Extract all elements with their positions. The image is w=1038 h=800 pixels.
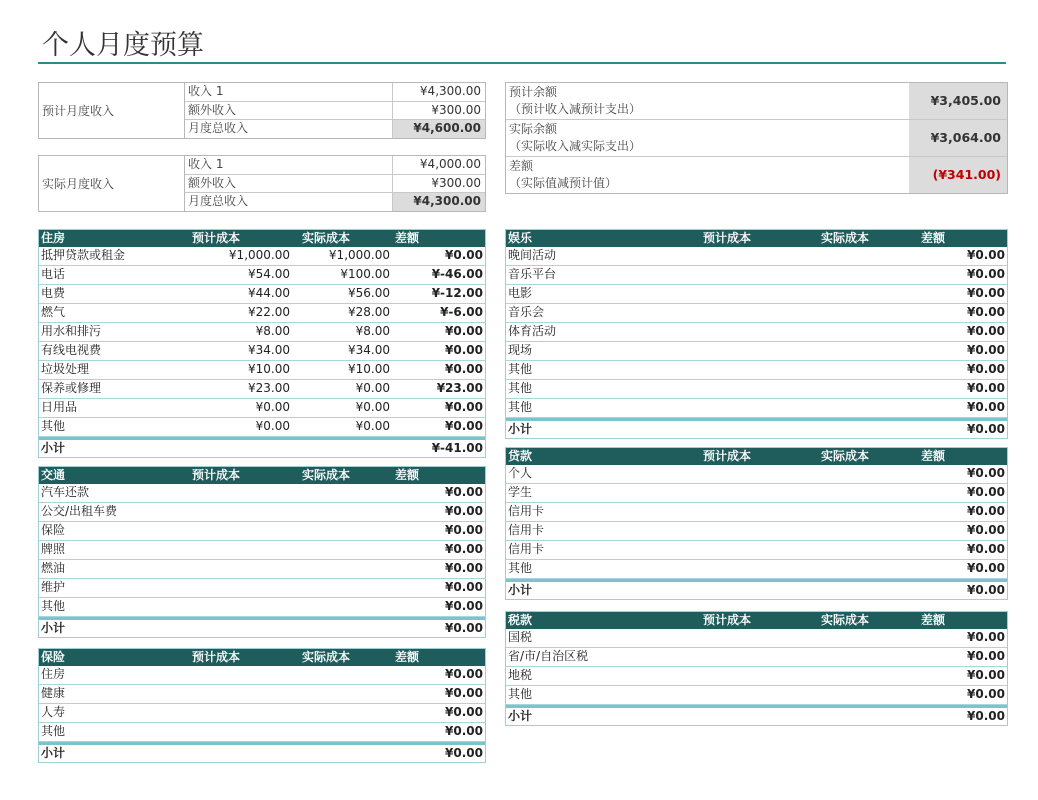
table-header: [506, 230, 1007, 247]
table-row: [39, 541, 485, 560]
expense-name[interactable]: 晚间活动: [508, 248, 557, 262]
difference-cell: ¥0.00: [967, 381, 1005, 395]
table-row: [506, 629, 1007, 648]
table-row: [39, 484, 485, 503]
actual-cost-cell[interactable]: ¥0.00: [355, 419, 390, 433]
subtotal-difference: ¥-41.00: [431, 441, 483, 455]
expense-name[interactable]: 信用卡: [508, 523, 545, 537]
table-row: [39, 522, 485, 541]
expense-name[interactable]: 燃油: [41, 561, 66, 575]
difference-cell: ¥0.00: [967, 286, 1005, 300]
expense-name[interactable]: 健康: [41, 686, 66, 700]
expense-name[interactable]: 信用卡: [508, 504, 545, 518]
expense-name[interactable]: 其他: [41, 599, 66, 613]
entertainment-table: [505, 229, 1008, 439]
expense-name[interactable]: 地税: [508, 668, 533, 682]
projected-cost-header: 预计成本: [703, 231, 752, 245]
subtotal-label: 小计: [41, 441, 66, 455]
insurance-table: [38, 648, 486, 763]
table-row: [506, 247, 1007, 266]
difference-header: 差额: [921, 613, 946, 627]
table-row: [506, 686, 1007, 705]
subtotal-difference: ¥0.00: [445, 621, 483, 635]
table-row: [506, 522, 1007, 541]
actual-cost-cell[interactable]: [290, 723, 393, 741]
projected-cost-cell[interactable]: ¥23.00: [248, 381, 290, 395]
table-row: [39, 418, 485, 437]
actual-cost-cell[interactable]: [819, 361, 919, 379]
projected-cost-cell[interactable]: [701, 503, 819, 521]
projected-cost-cell[interactable]: [701, 323, 819, 341]
projected-cost-cell[interactable]: ¥0.00: [255, 419, 290, 433]
balance-summary: [505, 82, 1008, 194]
income-name[interactable]: 收入 1: [185, 156, 393, 174]
actual-cost-header: 实际成本: [302, 468, 351, 482]
projected-cost-cell[interactable]: [701, 361, 819, 379]
actual-cost-cell[interactable]: [819, 541, 919, 559]
difference-cell: ¥0.00: [445, 400, 483, 414]
actual-cost-cell[interactable]: [819, 648, 919, 666]
actual-cost-cell[interactable]: [819, 285, 919, 303]
actual-cost-cell[interactable]: [819, 266, 919, 284]
table-row: [506, 285, 1007, 304]
projected-cost-cell[interactable]: [176, 503, 290, 521]
balance-title: 预计余额: [509, 85, 558, 99]
actual-cost-cell[interactable]: [290, 598, 393, 616]
projected-cost-cell[interactable]: ¥34.00: [248, 343, 290, 357]
table-row: [506, 323, 1007, 342]
category-header: 住房: [41, 231, 66, 245]
table-row: [39, 598, 485, 617]
difference-cell: ¥0.00: [445, 561, 483, 575]
difference-header: 差额: [395, 231, 420, 245]
table-row: [506, 380, 1007, 399]
expense-name[interactable]: 信用卡: [508, 542, 545, 556]
difference-header: 差额: [921, 449, 946, 463]
projected-cost-cell[interactable]: ¥0.00: [255, 400, 290, 414]
projected-cost-cell[interactable]: [701, 399, 819, 417]
actual-cost-header: 实际成本: [821, 613, 870, 627]
difference-cell: ¥0.00: [967, 267, 1005, 281]
table-row: [506, 361, 1007, 380]
projected-cost-header: 预计成本: [703, 613, 752, 627]
projected-cost-cell[interactable]: [176, 685, 290, 703]
actual-cost-cell[interactable]: ¥0.00: [355, 381, 390, 395]
expense-name[interactable]: 保险: [41, 523, 66, 537]
expense-name[interactable]: 垃圾处理: [41, 362, 90, 376]
projected-income-label: 预计月度收入: [39, 83, 185, 138]
actual-cost-cell[interactable]: [819, 465, 919, 483]
difference-cell: ¥0.00: [967, 362, 1005, 376]
income-total-value: ¥4,300.00: [393, 193, 485, 211]
difference-cell: ¥0.00: [967, 649, 1005, 663]
income-name: 月度总收入: [185, 120, 393, 138]
projected-cost-cell[interactable]: [701, 541, 819, 559]
difference-cell: ¥0.00: [967, 466, 1005, 480]
expense-name[interactable]: 其他: [508, 362, 533, 376]
title-rule: [38, 62, 1006, 64]
actual-cost-cell[interactable]: ¥0.00: [355, 400, 390, 414]
table-row: [506, 648, 1007, 667]
actual-cost-cell[interactable]: ¥56.00: [348, 286, 390, 300]
income-row: [185, 156, 485, 175]
table-row: [506, 399, 1007, 418]
category-header: 娱乐: [508, 231, 533, 245]
difference-cell: ¥0.00: [967, 324, 1005, 338]
projected-cost-cell[interactable]: [701, 648, 819, 666]
difference-cell: ¥0.00: [445, 324, 483, 338]
projected-cost-cell[interactable]: [701, 465, 819, 483]
expense-name[interactable]: 牌照: [41, 542, 66, 556]
category-header: 贷款: [508, 449, 533, 463]
table-row: [506, 465, 1007, 484]
category-header: 交通: [41, 468, 66, 482]
difference-cell: ¥-46.00: [431, 267, 483, 281]
table-row: [506, 560, 1007, 579]
income-total-row: [185, 193, 485, 211]
actual-cost-cell[interactable]: [290, 541, 393, 559]
difference-cell: ¥-6.00: [440, 305, 483, 319]
balance-note: （实际收入减实际支出）: [509, 139, 642, 153]
table-row: [39, 560, 485, 579]
transport-table: [38, 466, 486, 638]
expense-name[interactable]: 电影: [508, 286, 533, 300]
table-header: [506, 612, 1007, 629]
income-name[interactable]: 收入 1: [185, 83, 393, 101]
actual-cost-cell[interactable]: [290, 666, 393, 684]
difference-cell: ¥0.00: [445, 542, 483, 556]
projected-cost-cell[interactable]: ¥10.00: [248, 362, 290, 376]
projected-cost-header: 预计成本: [192, 231, 241, 245]
expense-name[interactable]: 其他: [508, 561, 533, 575]
actual-cost-cell[interactable]: [819, 686, 919, 704]
table-row: [39, 579, 485, 598]
projected-income-box: [38, 82, 486, 139]
difference-cell: ¥0.00: [445, 580, 483, 594]
table-row: [39, 361, 485, 380]
projected-cost-cell[interactable]: [176, 560, 290, 578]
projected-cost-header: 预计成本: [192, 468, 241, 482]
actual-cost-cell[interactable]: [819, 667, 919, 685]
table-row: [506, 503, 1007, 522]
projected-cost-cell[interactable]: [176, 666, 290, 684]
actual-cost-cell[interactable]: [819, 629, 919, 647]
actual-cost-cell[interactable]: [819, 304, 919, 322]
subtotal-difference: ¥0.00: [967, 422, 1005, 436]
actual-income-box: [38, 155, 486, 212]
difference-cell: ¥0.00: [445, 599, 483, 613]
table-row: [39, 266, 485, 285]
subtotal-row: [506, 705, 1007, 725]
expense-name[interactable]: 音乐会: [508, 305, 545, 319]
expense-name[interactable]: 电话: [41, 267, 66, 281]
expense-name[interactable]: 公交/出租车费: [41, 504, 118, 518]
expense-name[interactable]: 其他: [41, 724, 66, 738]
projected-cost-cell[interactable]: [701, 560, 819, 578]
expense-name[interactable]: 个人: [508, 466, 533, 480]
difference-cell: ¥0.00: [967, 400, 1005, 414]
subtotal-label: 小计: [508, 422, 533, 436]
actual-cost-cell[interactable]: ¥28.00: [348, 305, 390, 319]
balance-row-projected: [506, 83, 1007, 120]
table-row: [39, 342, 485, 361]
subtotal-difference: ¥0.00: [445, 746, 483, 760]
income-value[interactable]: ¥4,000.00: [419, 157, 481, 171]
income-value[interactable]: ¥300.00: [431, 102, 481, 117]
projected-cost-cell[interactable]: [176, 723, 290, 741]
actual-cost-cell[interactable]: ¥8.00: [355, 324, 390, 338]
category-header: 税款: [508, 613, 533, 627]
projected-cost-cell[interactable]: [701, 342, 819, 360]
difference-cell: ¥0.00: [445, 362, 483, 376]
balance-value: ¥3,064.00: [909, 120, 1007, 156]
actual-cost-header: 实际成本: [302, 650, 351, 664]
subtotal-label: 小计: [41, 621, 66, 635]
loans-table: [505, 447, 1008, 600]
expense-name[interactable]: 其他: [508, 400, 533, 414]
table-row: [39, 666, 485, 685]
difference-header: 差额: [395, 468, 420, 482]
table-header: [39, 230, 485, 247]
projected-cost-cell[interactable]: [176, 541, 290, 559]
table-header: [39, 467, 485, 484]
subtotal-row: [39, 617, 485, 637]
table-row: [506, 342, 1007, 361]
expense-name[interactable]: 有线电视费: [41, 343, 102, 357]
expense-name[interactable]: 国税: [508, 630, 533, 644]
balance-value: ¥3,405.00: [909, 83, 1007, 119]
actual-cost-cell[interactable]: [819, 380, 919, 398]
actual-income-label: 实际月度收入: [39, 156, 185, 211]
actual-cost-cell[interactable]: [819, 399, 919, 417]
table-row: [506, 304, 1007, 323]
projected-cost-cell[interactable]: [176, 579, 290, 597]
expense-name[interactable]: 其他: [508, 381, 533, 395]
actual-cost-cell[interactable]: [290, 484, 393, 502]
actual-cost-cell[interactable]: [290, 522, 393, 540]
subtotal-row: [39, 742, 485, 762]
income-row: [185, 175, 485, 194]
projected-cost-cell[interactable]: [701, 304, 819, 322]
expense-name[interactable]: 用水和排污: [41, 324, 102, 338]
table-row: [39, 685, 485, 704]
expense-name[interactable]: 其他: [41, 419, 66, 433]
income-value[interactable]: ¥300.00: [431, 175, 481, 190]
difference-cell: ¥0.00: [967, 248, 1005, 262]
difference-cell: ¥0.00: [445, 419, 483, 433]
table-header: [506, 448, 1007, 465]
difference-cell: ¥0.00: [967, 668, 1005, 682]
actual-cost-cell[interactable]: [819, 503, 919, 521]
balance-row-actual: [506, 120, 1007, 157]
subtotal-row: [506, 579, 1007, 599]
projected-cost-cell[interactable]: [701, 247, 819, 265]
subtotal-row: [506, 418, 1007, 438]
actual-cost-cell[interactable]: [819, 522, 919, 540]
difference-cell: ¥0.00: [967, 504, 1005, 518]
income-value[interactable]: ¥4,300.00: [419, 84, 481, 98]
taxes-table: [505, 611, 1008, 726]
table-row: [39, 704, 485, 723]
page-title: 个人月度预算: [42, 30, 204, 61]
difference-cell: ¥0.00: [445, 485, 483, 499]
difference-cell: ¥0.00: [967, 630, 1005, 644]
actual-cost-cell[interactable]: ¥34.00: [348, 343, 390, 357]
table-row: [39, 304, 485, 323]
balance-title: 差额: [509, 159, 534, 173]
actual-cost-cell[interactable]: [290, 685, 393, 703]
projected-cost-cell[interactable]: ¥1,000.00: [228, 248, 290, 262]
difference-cell: ¥0.00: [445, 504, 483, 518]
subtotal-label: 小计: [508, 583, 533, 597]
subtotal-difference: ¥0.00: [967, 583, 1005, 597]
actual-cost-cell[interactable]: [290, 704, 393, 722]
expense-name[interactable]: 省/市/自治区税: [508, 649, 589, 663]
table-row: [506, 541, 1007, 560]
difference-cell: ¥0.00: [967, 523, 1005, 537]
actual-cost-cell[interactable]: [819, 247, 919, 265]
income-name[interactable]: 额外收入: [185, 175, 393, 193]
table-row: [506, 266, 1007, 285]
projected-cost-cell[interactable]: [176, 704, 290, 722]
actual-cost-cell[interactable]: [290, 503, 393, 521]
expense-name[interactable]: 燃气: [41, 305, 66, 319]
balance-note: （实际值减预计值）: [509, 176, 618, 190]
table-row: [39, 399, 485, 418]
expense-name[interactable]: 人寿: [41, 705, 66, 719]
actual-cost-cell[interactable]: ¥1,000.00: [328, 248, 390, 262]
difference-cell: ¥0.00: [967, 305, 1005, 319]
table-row: [506, 484, 1007, 503]
projected-cost-cell[interactable]: ¥54.00: [248, 267, 290, 281]
table-row: [39, 323, 485, 342]
income-total-value: ¥4,600.00: [393, 120, 485, 138]
difference-cell: ¥-12.00: [431, 286, 483, 300]
actual-cost-cell[interactable]: [819, 323, 919, 341]
actual-cost-cell[interactable]: ¥100.00: [340, 267, 390, 281]
balance-note: （预计收入减预计支出）: [509, 102, 642, 116]
difference-cell: ¥0.00: [445, 667, 483, 681]
expense-name[interactable]: 电费: [41, 286, 66, 300]
projected-cost-cell[interactable]: [701, 266, 819, 284]
actual-cost-cell[interactable]: [819, 484, 919, 502]
difference-cell: ¥0.00: [445, 705, 483, 719]
projected-cost-cell[interactable]: ¥22.00: [248, 305, 290, 319]
table-row: [506, 667, 1007, 686]
expense-name[interactable]: 现场: [508, 343, 533, 357]
table-row: [39, 285, 485, 304]
difference-cell: ¥0.00: [445, 248, 483, 262]
table-row: [39, 247, 485, 266]
projected-cost-cell[interactable]: [701, 686, 819, 704]
table-row: [39, 380, 485, 399]
expense-name[interactable]: 保养或修理: [41, 381, 102, 395]
difference-cell: ¥0.00: [445, 523, 483, 537]
income-row: [185, 83, 485, 102]
difference-cell: ¥0.00: [967, 561, 1005, 575]
balance-difference-value: (¥341.00): [909, 157, 1007, 193]
income-name[interactable]: 额外收入: [185, 102, 393, 120]
balance-row-difference: [506, 157, 1007, 193]
actual-cost-cell[interactable]: [819, 342, 919, 360]
income-name: 月度总收入: [185, 193, 393, 211]
actual-cost-cell[interactable]: [819, 560, 919, 578]
expense-name[interactable]: 日用品: [41, 400, 78, 414]
expense-name[interactable]: 音乐平台: [508, 267, 557, 281]
difference-cell: ¥0.00: [445, 343, 483, 357]
difference-cell: ¥0.00: [967, 687, 1005, 701]
projected-cost-cell[interactable]: [701, 484, 819, 502]
table-header: [39, 649, 485, 666]
actual-cost-cell[interactable]: [290, 579, 393, 597]
actual-cost-header: 实际成本: [821, 449, 870, 463]
actual-cost-cell[interactable]: ¥10.00: [348, 362, 390, 376]
table-row: [39, 723, 485, 742]
difference-cell: ¥0.00: [967, 485, 1005, 499]
projected-cost-cell[interactable]: [176, 522, 290, 540]
housing-table: [38, 229, 486, 458]
category-header: 保险: [41, 650, 66, 664]
expense-name[interactable]: 维护: [41, 580, 66, 594]
projected-cost-cell[interactable]: [701, 522, 819, 540]
difference-cell: ¥0.00: [445, 724, 483, 738]
expense-name[interactable]: 体育活动: [508, 324, 557, 338]
projected-cost-cell[interactable]: [176, 598, 290, 616]
difference-header: 差额: [395, 650, 420, 664]
balance-title: 实际余额: [509, 122, 558, 136]
table-row: [39, 503, 485, 522]
projected-cost-cell[interactable]: [176, 484, 290, 502]
projected-cost-cell[interactable]: [701, 629, 819, 647]
income-row: [185, 102, 485, 121]
projected-cost-header: 预计成本: [192, 650, 241, 664]
difference-cell: ¥0.00: [445, 686, 483, 700]
subtotal-difference: ¥0.00: [967, 709, 1005, 723]
subtotal-row: [39, 437, 485, 457]
difference-cell: ¥23.00: [436, 381, 483, 395]
expense-name[interactable]: 学生: [508, 485, 533, 499]
projected-cost-cell[interactable]: ¥44.00: [248, 286, 290, 300]
projected-cost-header: 预计成本: [703, 449, 752, 463]
difference-cell: ¥0.00: [967, 542, 1005, 556]
projected-cost-cell[interactable]: [701, 380, 819, 398]
expense-name[interactable]: 汽车还款: [41, 485, 90, 499]
actual-cost-header: 实际成本: [302, 231, 351, 245]
difference-header: 差额: [921, 231, 946, 245]
difference-cell: ¥0.00: [967, 343, 1005, 357]
projected-cost-cell[interactable]: [701, 667, 819, 685]
projected-cost-cell[interactable]: [701, 285, 819, 303]
expense-name[interactable]: 其他: [508, 687, 533, 701]
subtotal-label: 小计: [41, 746, 66, 760]
income-total-row: [185, 120, 485, 138]
subtotal-label: 小计: [508, 709, 533, 723]
actual-cost-cell[interactable]: [290, 560, 393, 578]
projected-cost-cell[interactable]: ¥8.00: [255, 324, 290, 338]
actual-cost-header: 实际成本: [821, 231, 870, 245]
expense-name[interactable]: 抵押贷款或租金: [41, 248, 126, 262]
expense-name[interactable]: 住房: [41, 667, 66, 681]
